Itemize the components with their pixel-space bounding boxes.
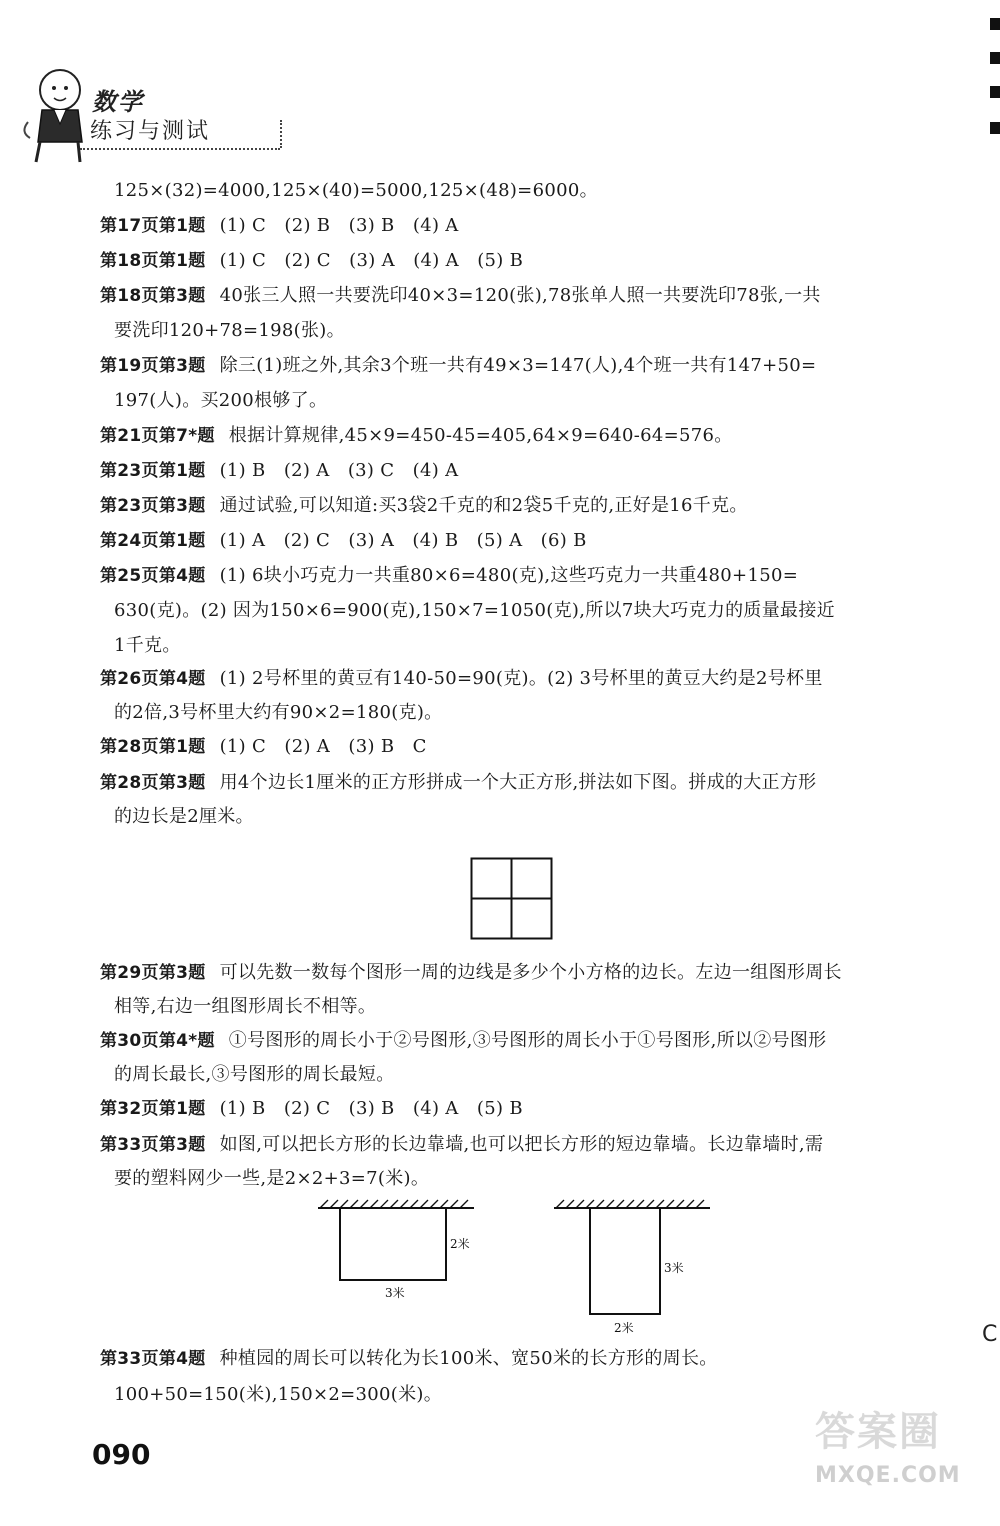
answer-line: 第30页第4*题 ①号图形的周长小于②号图形,③号图形的周长小于①号图形,所以②号图形 <box>100 1030 827 1051</box>
answer-line: 的2倍,3号杯里大约有90×2=180(克)。 <box>114 702 443 723</box>
wall-left-side-label: 2米 <box>450 1237 470 1251</box>
answer-line: 第25页第4题 (1) 6块小巧克力一共重80×6=480(克),这些巧克力一共重480+150= <box>100 565 799 586</box>
answer-line: 第23页第1题 (1) B (2) A (3) C (4) A <box>100 460 459 481</box>
answer-line: 100+50=150(米),150×2=300(米)。 <box>114 1384 443 1405</box>
answer-line: 第23页第3题 通过试验,可以知道:买3袋2千克的和2袋5千克的,正好是16千克。 <box>100 495 748 516</box>
page-edge-mark <box>990 122 1000 134</box>
answer-line: 第17页第1题 (1) C (2) B (3) B (4) A <box>100 215 459 236</box>
answer-line: 第24页第1题 (1) A (2) C (3) A (4) B (5) A (6) B <box>100 530 587 551</box>
answer-line: 第32页第1题 (1) B (2) C (3) B (4) A (5) B <box>100 1098 523 1119</box>
answer-line: 第33页第4题 种植园的周长可以转化为长100米、宽50米的长方形的周长。 <box>100 1348 718 1369</box>
answer-line: 的周长最长,③号图形的周长最短。 <box>114 1064 395 1085</box>
answer-line: 第26页第4题 (1) 2号杯里的黄豆有140-50=90(克)。(2) 3号杯里的黄豆大约是2号杯里 <box>100 668 823 689</box>
answer-line: 要洗印120+78=198(张)。 <box>114 320 345 341</box>
answer-line: 第18页第1题 (1) C (2) C (3) A (4) A (5) B <box>100 250 524 271</box>
page-edge-mark <box>990 86 1000 98</box>
wall-right-bottom-label: 2米 <box>614 1321 634 1335</box>
answer-line: 相等,右边一组图形周长不相等。 <box>114 996 377 1017</box>
header-book-title: 练习与测试 <box>90 119 211 144</box>
answer-line: 1千克。 <box>114 635 181 656</box>
page-edge-mark <box>990 52 1000 64</box>
two-by-two-square-figure <box>470 857 554 941</box>
answer-line: 197(人)。买200根够了。 <box>114 390 328 411</box>
watermark <box>815 1400 995 1520</box>
page-edge-mark <box>990 18 1000 30</box>
header-divider <box>80 148 280 150</box>
answer-line: 630(克)。(2) 因为150×6=900(克),150×7=1050(克),所以7块大巧克力的质量最接近 <box>114 600 835 621</box>
answer-line: 第28页第1题 (1) C (2) A (3) B C <box>100 736 427 757</box>
watermark-url: MXQE.COM <box>815 1463 961 1488</box>
cartoon-boy-logo-icon <box>18 62 88 172</box>
wall-right-side-label: 3米 <box>664 1261 684 1275</box>
answer-line: 要的塑料网少一些,是2×2+3=7(米)。 <box>114 1168 430 1189</box>
page-number: 090 <box>92 1438 151 1471</box>
answer-line: 第18页第3题 40张三人照一共要洗印40×3=120(张),78张单人照一共要洗印78张,一共 <box>100 285 821 306</box>
answer-line: 125×(32)=4000,125×(40)=5000,125×(48)=6000。 <box>114 180 598 201</box>
answer-line: 第19页第3题 除三(1)班之外,其余3个班一共有49×3=147(人),4个班一共有147+50= <box>100 355 817 376</box>
header-divider-vertical <box>280 120 282 148</box>
wall-rectangle-long-side-figure <box>310 1196 490 1306</box>
watermark-title: 答案圈 <box>815 1409 941 1455</box>
wall-rectangle-short-side-figure <box>548 1196 718 1342</box>
header-subject: 数学 <box>92 88 144 116</box>
answer-line: 第33页第3题 如图,可以把长方形的长边靠墙,也可以把长方形的短边靠墙。长边靠墙时,需 <box>100 1134 824 1155</box>
answer-line: 第21页第7*题 根据计算规律,45×9=450-45=405,64×9=640-64=576。 <box>100 425 733 446</box>
side-margin-mark: C <box>982 1322 998 1347</box>
answer-line: 第28页第3题 用4个边长1厘米的正方形拼成一个大正方形,拼法如下图。拼成的大正方形 <box>100 772 817 793</box>
answer-line: 第29页第3题 可以先数一数每个图形一周的边线是多少个小方格的边长。左边一组图形周长 <box>100 962 842 983</box>
answer-line: 的边长是2厘米。 <box>114 806 254 827</box>
wall-left-bottom-label: 3米 <box>385 1286 405 1300</box>
